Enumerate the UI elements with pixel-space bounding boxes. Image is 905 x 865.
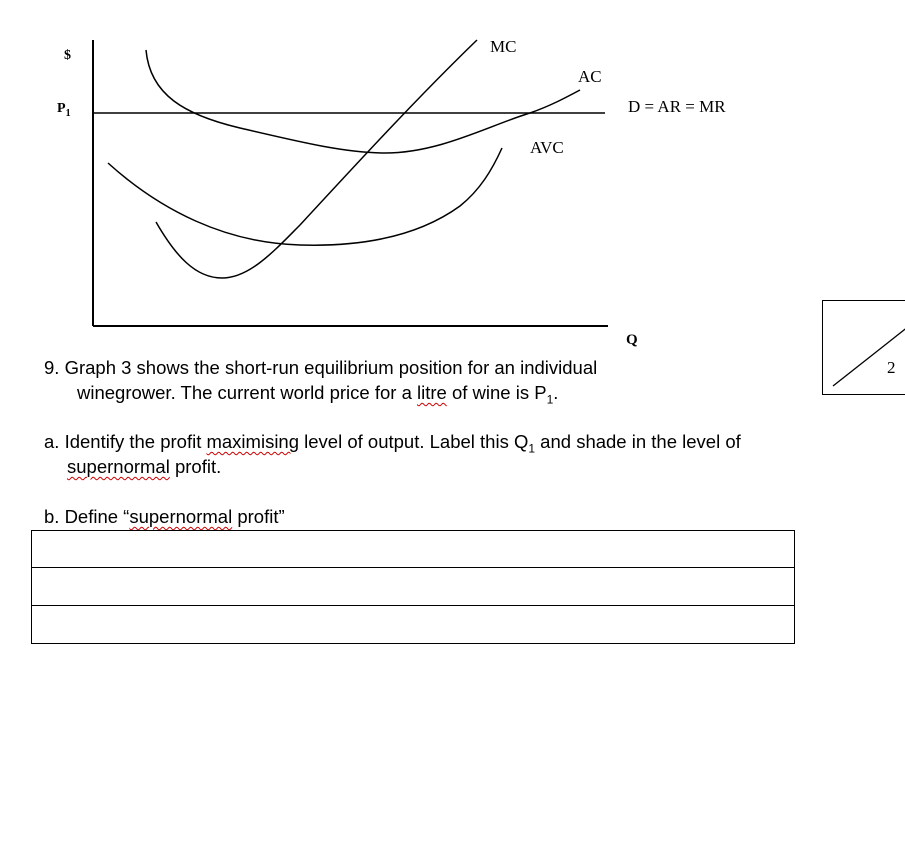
cost-curves-graph — [0, 0, 905, 350]
spellcheck-word-maximising: maximising — [206, 431, 300, 452]
marks-diagonal — [823, 301, 905, 396]
mc-label: MC — [490, 37, 517, 56]
part-a-text-b: level of output. Label this Q — [299, 431, 529, 452]
marks-value: 2 — [887, 358, 896, 377]
marks-box — [822, 300, 905, 395]
x-axis-label: Q — [626, 332, 638, 348]
part-a-line-2 — [67, 455, 221, 479]
price-label-subscript: 1 — [65, 107, 71, 119]
spellcheck-word-supernormal-a: supernormal — [67, 456, 170, 477]
part-b-prompt — [44, 505, 285, 529]
q9-subscript: 1 — [546, 392, 554, 407]
spellcheck-word-supernormal-b: supernormal — [129, 506, 233, 527]
spellcheck-word-litre: litre — [417, 382, 447, 403]
answer-line-divider-1 — [32, 567, 794, 568]
part-b-text-a: b. Define “ — [44, 506, 130, 527]
ac-label: AC — [578, 67, 602, 86]
demand-label: D = AR = MR — [628, 97, 726, 116]
part-b-text-b: profit” — [232, 506, 285, 527]
answer-box[interactable] — [31, 530, 795, 644]
part-a-subscript: 1 — [528, 441, 536, 456]
part-a-text-a: a. Identify the profit — [44, 431, 207, 452]
ac-curve — [146, 50, 580, 153]
mc-curve — [156, 40, 477, 278]
avc-label: AVC — [530, 138, 564, 157]
price-label-letter: P — [57, 101, 66, 116]
y-axis-label: $ — [64, 48, 71, 63]
q9-text-b: of wine is P — [446, 382, 547, 403]
question-9-line-1: 9. Graph 3 shows the short-run equilibrium position for an individual — [44, 357, 598, 378]
q9-text-a: winegrower. The current world price for a — [77, 382, 418, 403]
q9-text-c: . — [553, 382, 559, 403]
part-a-text-c: and shade in the level of — [535, 431, 741, 452]
avc-curve — [108, 148, 502, 245]
part-a-text-d: profit. — [169, 456, 222, 477]
price-label-p1 — [57, 101, 71, 119]
question-9-line-2 — [77, 381, 558, 412]
answer-line-divider-2 — [32, 605, 794, 606]
